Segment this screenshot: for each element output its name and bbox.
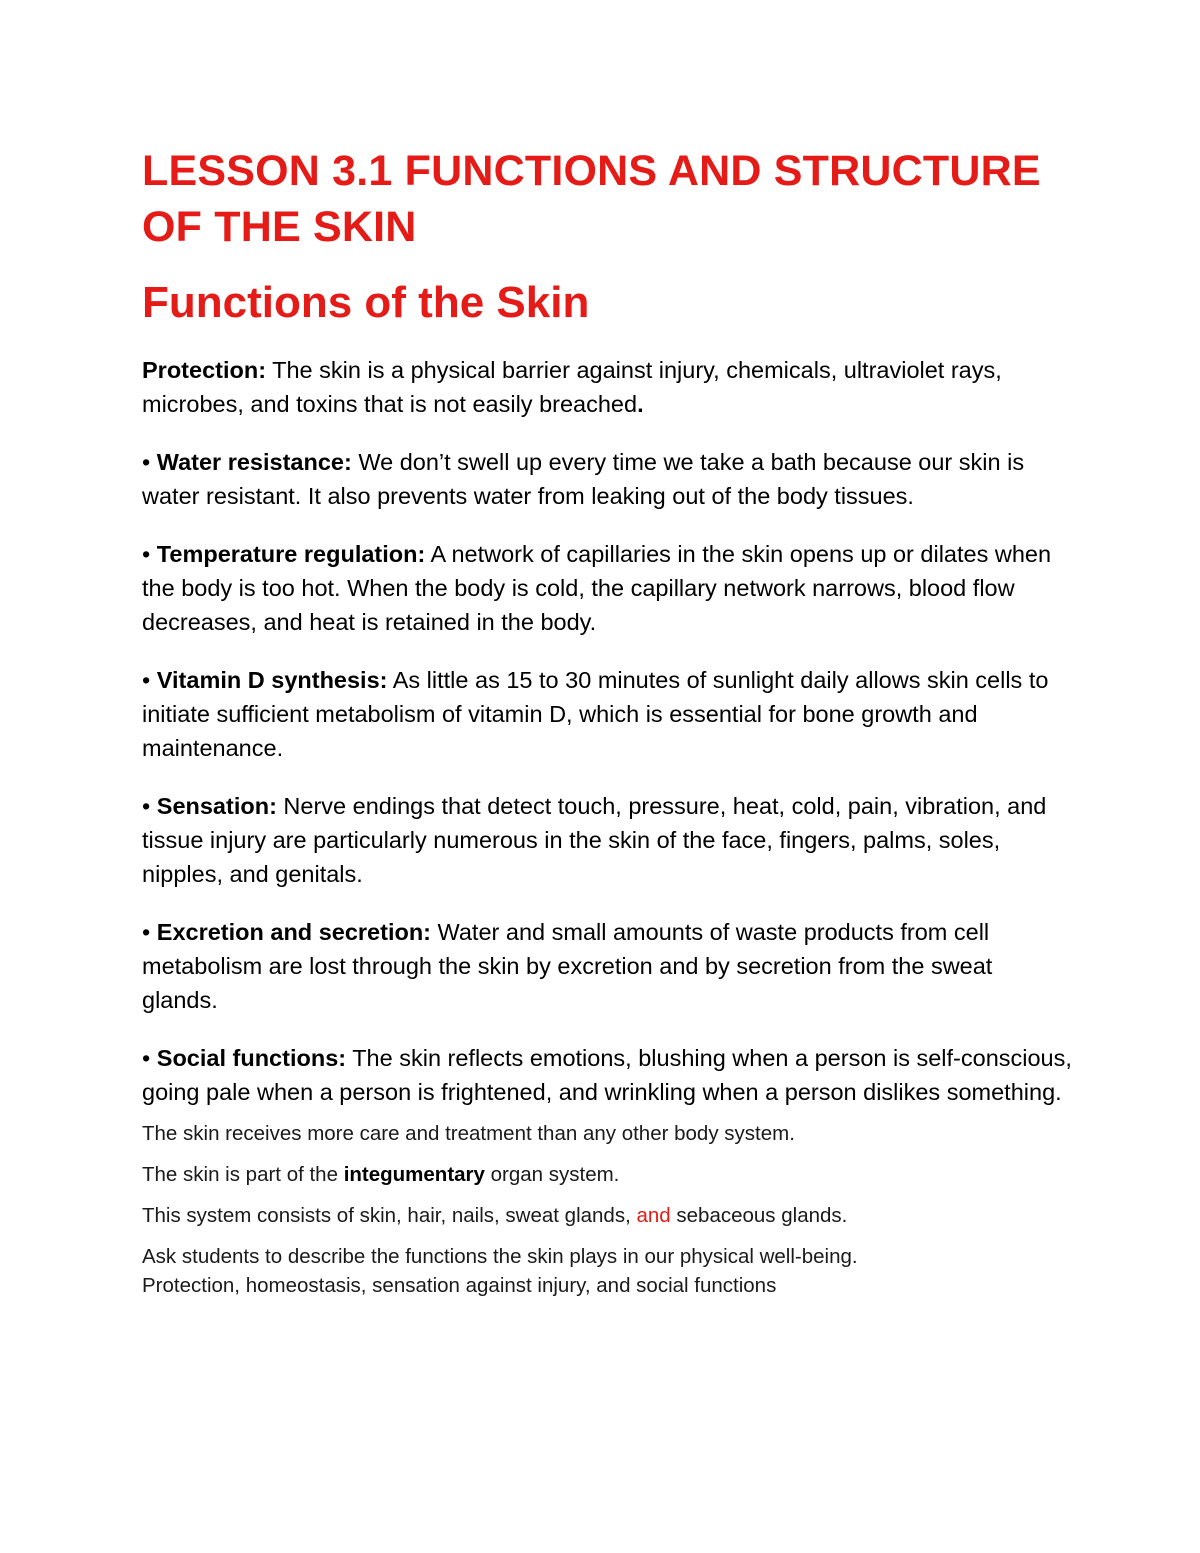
function-text: As little as 15 to 30 minutes of sunlight daily allows skin cells to initiate sufficient metabolism of vitamin D, which is essential for bone growth and maintenance. xyxy=(142,667,1049,761)
ask-students-line: Ask students to describe the functions the skin plays in our physical well-being. xyxy=(142,1245,858,1268)
function-social xyxy=(142,1041,1072,1109)
function-bullet: • xyxy=(142,919,157,945)
note-text: This system consists of skin, hair, nails, sweat glands, xyxy=(142,1204,637,1227)
function-text: The skin reflects emotions, blushing when a person is self-conscious, going pale when a person is frightened, and wrinkling when a person dislikes something. xyxy=(142,1045,1072,1105)
note-text: sebaceous glands. xyxy=(670,1204,848,1227)
lesson-title: LESSON 3.1 FUNCTIONS AND STRUCTURE OF THE SKIN xyxy=(142,147,1041,251)
function-term: Social functions: xyxy=(156,1045,347,1071)
function-vitamin-d-synthesis xyxy=(142,663,1072,765)
function-temperature-regulation xyxy=(142,537,1072,639)
document-page xyxy=(142,143,1072,1300)
note-integumentary-system xyxy=(142,1160,1072,1189)
function-text: Water and small amounts of waste products from cell metabolism are lost through the skin by excretion and by secretion from the sweat glands. xyxy=(142,919,993,1013)
function-term: Protection: xyxy=(142,357,267,383)
note-ask-students xyxy=(142,1242,1072,1300)
function-sensation xyxy=(142,789,1072,891)
function-excretion-secretion xyxy=(142,915,1072,1017)
function-term: Excretion and secretion: xyxy=(156,919,432,945)
function-text: A network of capillaries in the skin opens up or dilates when the body is too hot. When the body is cold, the capillary network narrows, blood flow decreases, and heat is retained in the body. xyxy=(142,541,1052,635)
function-text: The skin is a physical barrier against injury, chemicals, ultraviolet rays, microbes, and toxins that is not easily breached xyxy=(142,357,1002,417)
function-water-resistance xyxy=(142,445,1072,513)
note-text: organ system. xyxy=(484,1163,620,1186)
note-text: The skin is part of the xyxy=(142,1163,344,1186)
function-bullet: • xyxy=(142,449,157,475)
function-end: . xyxy=(637,391,644,417)
function-term: Temperature regulation: xyxy=(156,541,426,567)
function-bullet: • xyxy=(142,667,157,693)
function-term: Sensation: xyxy=(156,793,277,819)
note-system-components xyxy=(142,1201,1072,1230)
function-text: We don’t swell up every time we take a bath because our skin is water resistant. It also prevents water from leaking out of the body tissues. xyxy=(142,449,1025,509)
function-bullet: • xyxy=(142,1045,157,1071)
function-term: Vitamin D synthesis: xyxy=(156,667,388,693)
note-care: The skin receives more care and treatment than any other body system. xyxy=(142,1122,795,1145)
function-bullet: • xyxy=(142,541,157,567)
function-term: Water resistance: xyxy=(156,449,352,475)
highlighted-and: and xyxy=(636,1204,671,1227)
section-heading: Functions of the Skin xyxy=(142,278,590,327)
integumentary-term: integumentary xyxy=(343,1163,485,1186)
function-protection xyxy=(142,353,1072,421)
function-bullet: • xyxy=(142,793,157,819)
ask-students-answer: Protection, homeostasis, sensation against injury, and social functions xyxy=(142,1274,777,1297)
function-text: Nerve endings that detect touch, pressure, heat, cold, pain, vibration, and tissue injury are particularly numerous in the skin of the face, fingers, palms, soles, nipples, and genitals. xyxy=(142,793,1047,887)
